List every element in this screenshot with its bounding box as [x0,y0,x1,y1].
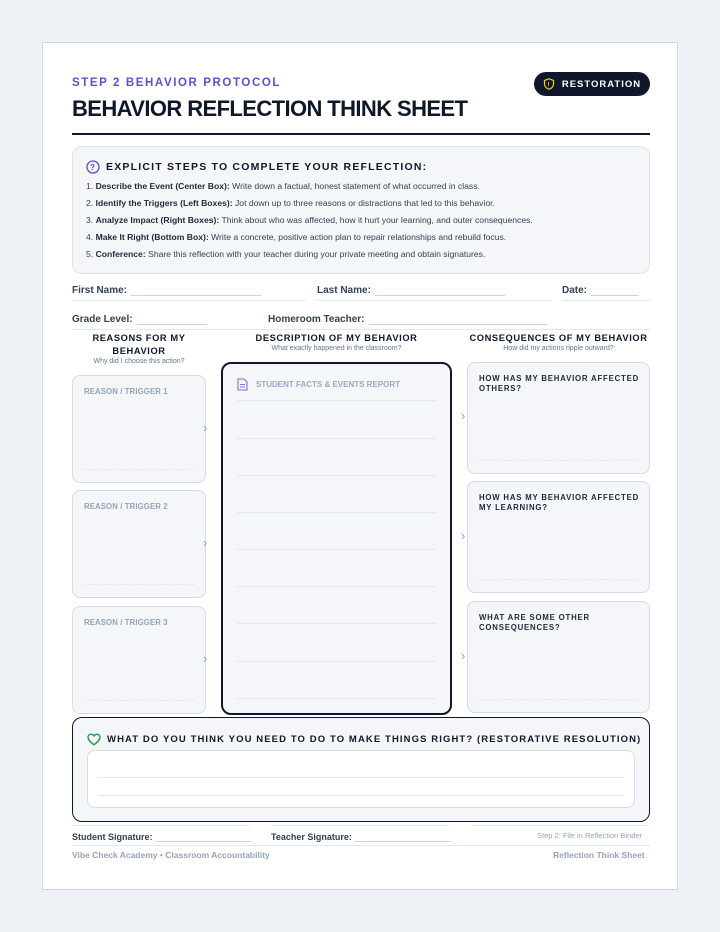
reason-box-2[interactable] [72,490,206,598]
consequence-label: HOW HAS MY BEHAVIOR AFFECTED OTHERS? [479,374,640,393]
chevron-right-icon: › [461,408,466,423]
step-item: 1. Describe the Event (Center Box): Write down a factual, honest statement of what occurred in class. [86,181,480,191]
facts-report-label: STUDENT FACTS & EVENTS REPORT [237,378,400,391]
consequence-label: HOW HAS MY BEHAVIOR AFFECTED MY LEARNING? [479,493,640,512]
footer-title: Reflection Think Sheet [553,850,645,860]
chevron-right-icon: › [203,420,208,435]
think-sheet [42,42,678,890]
reasons-column-header [72,332,206,365]
consequence-label: WHAT ARE SOME OTHER CONSEQUENCES? [479,613,590,632]
filing-note: Step 2: File in Reflection Binder [537,831,643,840]
document-icon [237,378,248,391]
heart-icon [87,733,101,746]
consequences-heading: CONSEQUENCES OF MY BEHAVIOR [469,333,648,343]
grade-level-field[interactable]: Grade Level: [72,314,207,325]
consequences-subheading: How did my actions ripple outward? [503,345,614,352]
reason-label: REASON / TRIGGER 2 [84,502,168,511]
page-title: BEHAVIOR REFLECTION THINK SHEET [72,96,468,121]
description-subheading: What exactly happened in the classroom? [271,345,402,352]
chevron-right-icon: › [203,535,208,550]
reason-box-1[interactable] [72,375,206,483]
chevron-right-icon: › [461,648,466,663]
first-name-field[interactable]: First Name: [72,285,261,296]
chevron-right-icon: › [461,528,466,543]
steps-list [86,180,533,265]
reason-label: REASON / TRIGGER 1 [84,387,168,396]
student-signature-field[interactable]: Student Signature: [72,832,251,842]
svg-text:?: ? [89,163,97,172]
behavior-description-box[interactable] [221,362,452,715]
restorative-resolution-panel [72,717,650,822]
description-heading: DESCRIPTION OF MY BEHAVIOR [255,333,418,343]
step-item: 5. Conference: Share this reflection with your teacher during your private meeting and obtain signatures. [86,249,486,259]
consequences-column-header [467,332,650,352]
step-item: 2. Identify the Triggers (Left Boxes): Jot down up to three reasons or distractions that led to this behavior. [86,198,495,208]
description-column-header [221,332,452,352]
badge-label: RESTORATION [561,78,642,90]
consequence-box-other[interactable] [467,601,650,713]
info-underline [72,329,650,330]
consequence-box-others[interactable] [467,362,650,474]
chevron-right-icon: › [203,651,208,666]
reasons-heading: REASONS FOR MY BEHAVIOR [92,333,186,356]
instructions-heading: ? EXPLICIT STEPS TO COMPLETE YOUR REFLECTION: [86,160,427,174]
homeroom-teacher-field[interactable]: Homeroom Teacher: [268,314,547,325]
resolution-input[interactable] [87,750,635,808]
svg-text:!: ! [547,82,551,89]
last-name-underline [317,300,551,301]
instructions-panel [72,146,650,274]
shield-icon [543,78,555,90]
footer-school: Vibe Check Academy • Classroom Accountability [72,850,270,860]
reason-box-3[interactable] [72,606,206,714]
date-underline [562,300,650,301]
reasons-subheading: Why did I choose this action? [93,358,185,365]
last-name-field[interactable]: Last Name: [317,285,505,296]
reason-label: REASON / TRIGGER 3 [84,618,168,627]
first-name-underline [72,300,306,301]
consequence-box-learning[interactable] [467,481,650,593]
question-circle-icon [86,160,100,174]
protocol-eyebrow: STEP 2 BEHAVIOR PROTOCOL [72,77,282,89]
date-field[interactable]: Date: [562,285,639,296]
step-item: 3. Analyze Impact (Right Boxes): Think about who was affected, how it hurt your learning, and outer consequences. [86,215,533,225]
title-divider [72,133,650,135]
restoration-badge [534,72,650,96]
step-item: 4. Make It Right (Bottom Box): Write a concrete, positive action plan to repair relationships and rebuild focus. [86,232,507,242]
resolution-heading: WHAT DO YOU THINK YOU NEED TO DO TO MAKE THINGS RIGHT? (RESTORATIVE RESOLUTION) [87,733,641,746]
teacher-signature-field[interactable]: Teacher Signature: [271,832,450,842]
